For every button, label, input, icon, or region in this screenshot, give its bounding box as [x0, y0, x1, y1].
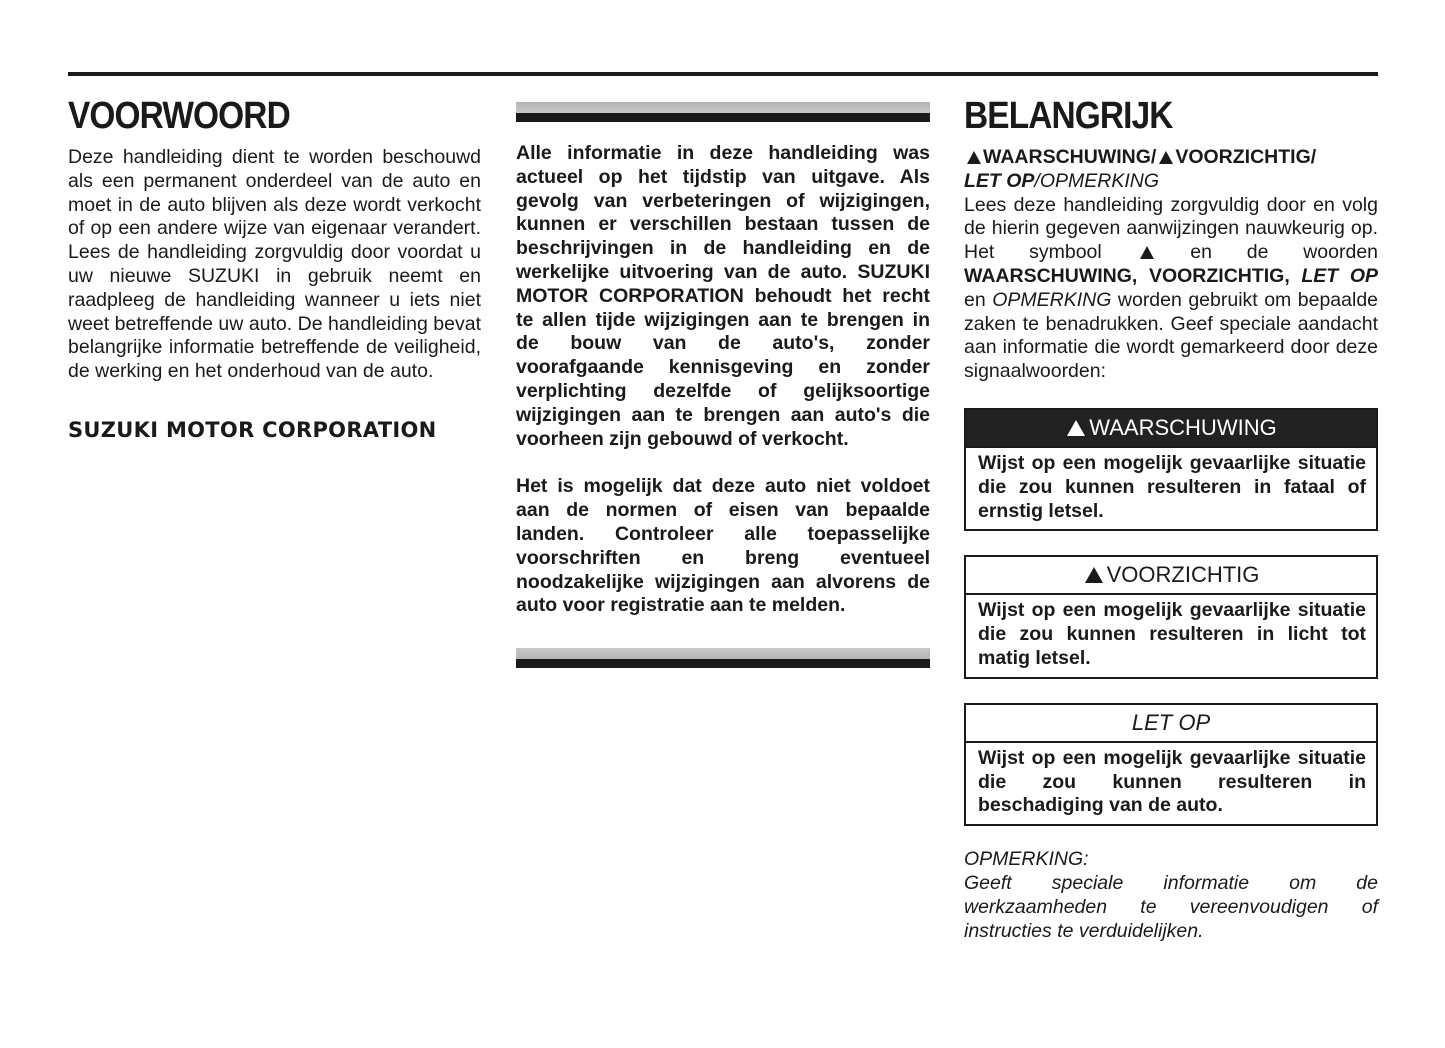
warning-box-label: WAARSCHUWING [1089, 414, 1277, 440]
note-text: Geeft speciale informatie om de werkzaamheden te vereenvoudigen of instructies te verduidelijken. [964, 871, 1378, 942]
warning-triangle-icon [1140, 246, 1154, 259]
warning-box-title [966, 410, 1376, 448]
intro-word-warning: WAARSCHUWING, [964, 264, 1138, 287]
caution-box-text: Wijst op een mogelijk gevaarlijke situatie die zou kunnen resulteren in licht tot matig letsel. [978, 599, 1366, 669]
intro-word-caution: VOORZICHTIG, [1148, 264, 1290, 287]
voorwoord-section [68, 90, 481, 442]
signal-words-heading [964, 146, 1378, 170]
note-title: OPMERKING: [964, 848, 1089, 871]
intro-text-1: Lees deze handleiding zorgvuldig door en volg de hierin gegeven aanwijzingen nauwkeurig op. Het symbool [964, 193, 1378, 264]
notice-paragraph-2: Het is mogelijk dat deze auto niet voldoet aan de normen of eisen van bepaalde landen. Controleer alle toepasselijke voorschriften en breng eventueel noodzakelijke wijzigingen aan alvorens de auto voor registratie aan te melden. [516, 475, 930, 617]
intro-text-3: en [964, 288, 986, 311]
warning-box-text: Wijst op een mogelijk gevaarlijke situatie die zou kunnen resulteren in fataal of ernstig letsel. [978, 451, 1366, 522]
top-rule [68, 72, 1378, 76]
warning-triangle-icon [1085, 567, 1103, 583]
signal-letop: LET OP [964, 169, 1035, 192]
belangrijk-title: BELANGRIJK [964, 95, 1173, 137]
intro-text-2: en de woorden [1190, 241, 1379, 264]
signal-words-subheading [964, 170, 1378, 194]
intro-text-4: worden gebruikt om bepaalde zaken te benadrukken. Geef speciale aandacht aan informatie die wordt gemarkeerd door deze signaalwoorden: [964, 288, 1379, 383]
corporation-signature: SUZUKI MOTOR CORPORATION [68, 417, 437, 442]
caution-box [964, 555, 1378, 678]
letop-box-text: Wijst op een mogelijk gevaarlijke situatie die zou kunnen resulteren in beschadiging van de auto. [978, 746, 1366, 817]
caution-box-title [966, 557, 1376, 595]
notice-paragraph-1: Alle informatie in deze handleiding was actueel op het tijdstip van uitgave. Als gevolg van verbeteringen of wijzigingen, kunnen er verschillen bestaan tussen de beschrijvingen in de handleiding en de werkelijke uitvoering van de auto. SUZUKI MOTOR CORPORATION behoudt het recht te allen tijde wijzigingen aan te brengen in de bouw van de auto's, zonder voorafgaande kennisgeving en zonder verplichting dezelfde of gelijksoortige wijzigingen aan te brengen aan auto's die voorheen zijn gebouwd of verkocht. [516, 142, 930, 450]
notice-top-bar [516, 102, 930, 122]
signal-opmerking: OPMERKING [1039, 169, 1160, 192]
intro-word-opmerking: OPMERKING [992, 288, 1112, 311]
signal-warning: WAARSCHUWING/ [983, 146, 1157, 168]
signal-caution: VOORZICHTIG/ [1175, 146, 1317, 168]
warning-triangle-icon [1159, 151, 1173, 164]
caution-box-label: VOORZICHTIG [1106, 562, 1260, 588]
signal-separator: / [1034, 169, 1040, 192]
letop-box-title: LET OP [966, 705, 1376, 743]
letop-box [964, 703, 1378, 826]
belangrijk-section [964, 90, 1378, 943]
intro-word-letop: LET OP [1301, 264, 1378, 287]
voorwoord-body: Deze handleiding dient te worden beschouwd als een permanent onderdeel van de auto en moet in de auto blijven als deze wordt verkocht of op een andere wijze van eigenaar verandert. Lees de handleiding zorgvuldig door voordat u uw nieuwe SUZUKI in gebruik neemt en raadpleeg de handleiding wanneer u iets niet weet betreffende uw auto. De handleiding bevat belangrijke informatie betreffende de veiligheid, de werking en het onderhoud van de auto. [68, 146, 481, 383]
warning-triangle-icon [1067, 420, 1085, 436]
notice-section [516, 90, 930, 668]
warning-triangle-icon [967, 151, 981, 164]
warning-box [964, 408, 1378, 531]
belangrijk-intro [964, 194, 1378, 384]
notice-bottom-bar [516, 648, 930, 668]
voorwoord-title: VOORWOORD [68, 95, 290, 137]
